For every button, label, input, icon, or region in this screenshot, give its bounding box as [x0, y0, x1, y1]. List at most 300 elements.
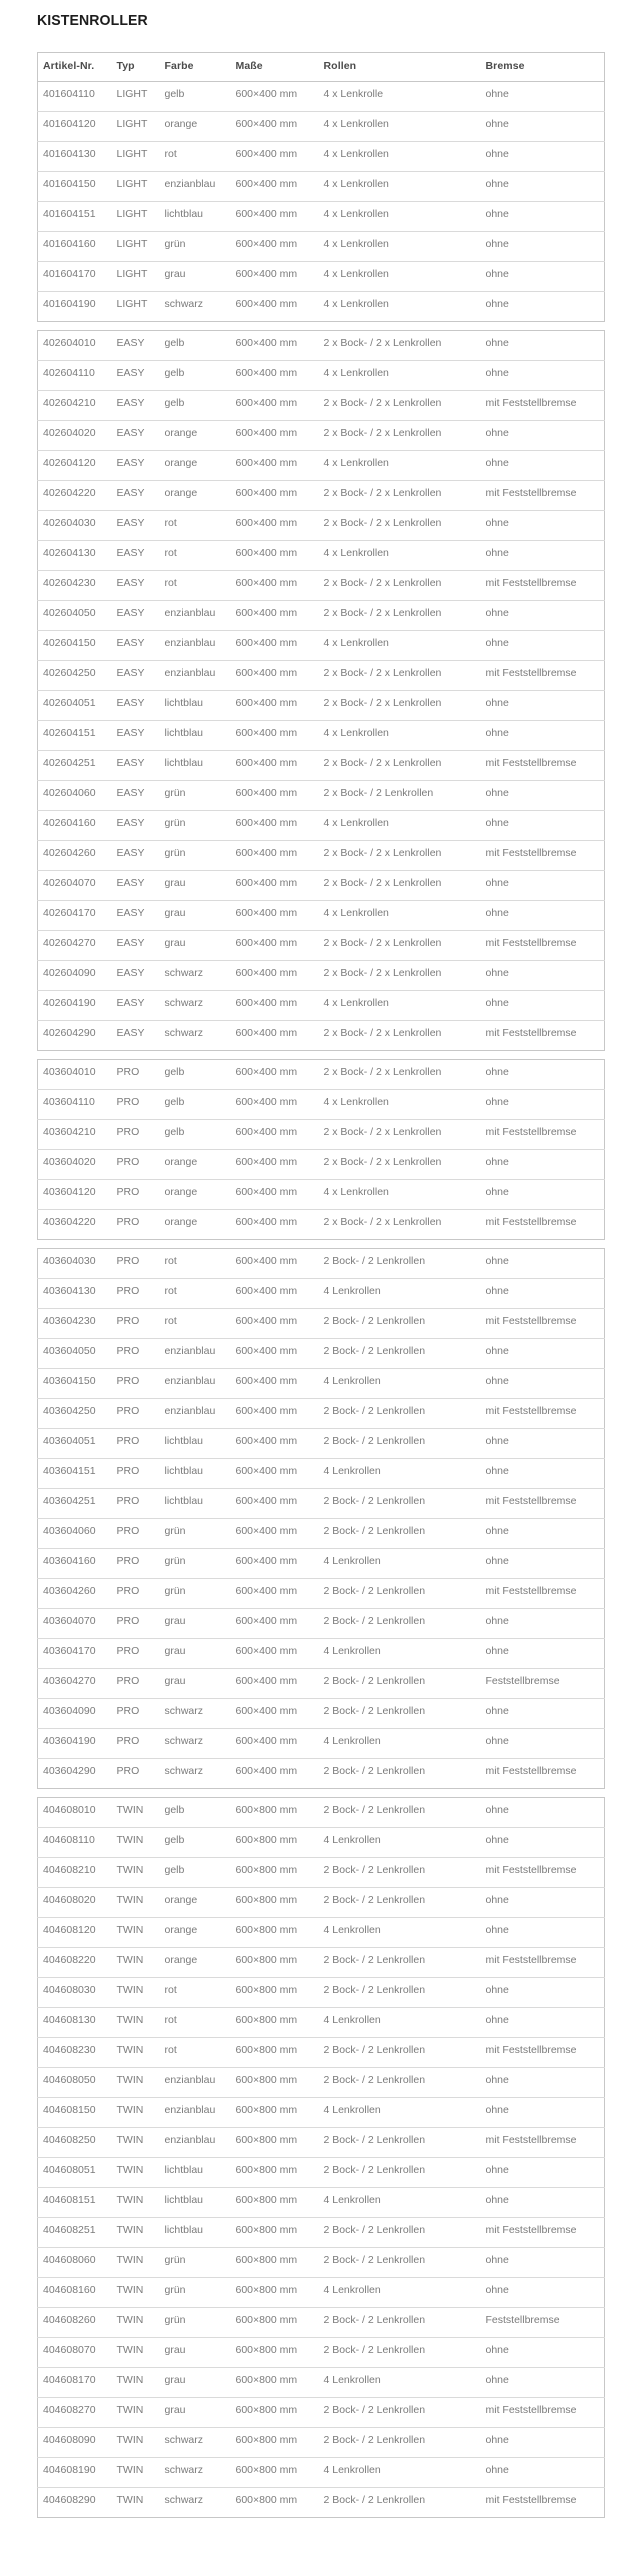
cell-artikel-nr: 404608130: [38, 2008, 112, 2038]
cell-typ: TWIN: [112, 2428, 160, 2458]
cell-artikel-nr: 402604060: [38, 781, 112, 811]
table-row: [38, 2128, 605, 2158]
cell-typ: EASY: [112, 901, 160, 931]
cell-masse: 600×400 mm: [231, 1669, 319, 1699]
cell-masse: 600×800 mm: [231, 2218, 319, 2248]
table-row: [38, 2368, 605, 2398]
cell-farbe: gelb: [160, 391, 231, 421]
cell-bremse: ohne: [481, 1369, 605, 1399]
cell-typ: PRO: [112, 1579, 160, 1609]
cell-artikel-nr: 402604110: [38, 361, 112, 391]
table-row: [38, 2008, 605, 2038]
cell-masse: 600×800 mm: [231, 2038, 319, 2068]
cell-artikel-nr: 403604270: [38, 1669, 112, 1699]
cell-farbe: lichtblau: [160, 721, 231, 751]
cell-masse: 600×400 mm: [231, 1549, 319, 1579]
cell-farbe: enzianblau: [160, 661, 231, 691]
cell-farbe: rot: [160, 1249, 231, 1279]
cell-typ: TWIN: [112, 2398, 160, 2428]
cell-typ: PRO: [112, 1279, 160, 1309]
cell-masse: 600×400 mm: [231, 361, 319, 391]
cell-bremse: ohne: [481, 1060, 605, 1090]
cell-artikel-nr: 404608110: [38, 1828, 112, 1858]
cell-masse: 600×400 mm: [231, 172, 319, 202]
table-row: [38, 931, 605, 961]
cell-bremse: ohne: [481, 1150, 605, 1180]
cell-farbe: enzianblau: [160, 601, 231, 631]
cell-artikel-nr: 402604250: [38, 661, 112, 691]
cell-bremse: ohne: [481, 1798, 605, 1828]
table-row: [38, 2458, 605, 2488]
table-row: [38, 451, 605, 481]
cell-artikel-nr: 404608120: [38, 1918, 112, 1948]
cell-farbe: enzianblau: [160, 172, 231, 202]
cell-bremse: ohne: [481, 2278, 605, 2308]
cell-rollen: 4 x Lenkrollen: [319, 631, 481, 661]
cell-masse: 600×400 mm: [231, 811, 319, 841]
cell-artikel-nr: 402604151: [38, 721, 112, 751]
cell-artikel-nr: 403604110: [38, 1090, 112, 1120]
cell-artikel-nr: 403604051: [38, 1429, 112, 1459]
cell-bremse: mit Feststellbremse: [485, 1027, 577, 1039]
cell-farbe: enzianblau: [160, 631, 231, 661]
cell-bremse: mit Feststellbremse: [481, 841, 605, 871]
cell-rollen: 4 x Lenkrollen: [319, 1180, 481, 1210]
cell-bremse: ohne: [481, 541, 605, 571]
cell-typ: PRO: [112, 1699, 160, 1729]
table-row: [38, 1150, 605, 1180]
cell-typ: PRO: [112, 1639, 160, 1669]
cell-farbe: schwarz: [160, 961, 231, 991]
cell-rollen: 2 Bock- / 2 Lenkrollen: [319, 1339, 481, 1369]
cell-rollen: 4 Lenkrollen: [319, 2188, 481, 2218]
cell-masse: 600×800 mm: [231, 2008, 319, 2038]
cell-typ: EASY: [112, 721, 160, 751]
cell-typ: EASY: [112, 541, 160, 571]
cell-bremse: ohne: [481, 361, 605, 391]
cell-bremse: ohne: [481, 871, 605, 901]
cell-bremse: ohne: [481, 232, 605, 262]
cell-farbe: schwarz: [164, 2494, 204, 2506]
cell-artikel-nr: 404608290: [43, 2494, 96, 2506]
cell-rollen: 2 x Bock- / 2 x Lenkrollen: [319, 691, 481, 721]
cell-artikel-nr: 404608020: [38, 1888, 112, 1918]
cell-masse: 600×400 mm: [231, 721, 319, 751]
cell-typ: PRO: [112, 1339, 160, 1369]
cell-artikel-nr: 402604051: [38, 691, 112, 721]
cell-artikel-nr: 402604030: [38, 511, 112, 541]
cell-bremse: mit Feststellbremse: [485, 1765, 577, 1777]
cell-typ: TWIN: [112, 1828, 160, 1858]
table-row: [38, 661, 605, 691]
cell-farbe: grau: [160, 2368, 231, 2398]
cell-masse: 600×400 mm: [231, 1609, 319, 1639]
cell-typ: PRO: [112, 1180, 160, 1210]
cell-artikel-nr: 404608230: [38, 2038, 112, 2068]
cell-artikel-nr: 404608170: [38, 2368, 112, 2398]
table-row: [38, 601, 605, 631]
cell-rollen: 2 Bock- / 2 Lenkrollen: [319, 1798, 481, 1828]
cell-artikel-nr: 402604220: [38, 481, 112, 511]
cell-bremse: ohne: [481, 2008, 605, 2038]
table-block-pro-2: [37, 1059, 605, 1240]
cell-rollen: 2 Bock- / 2 Lenkrollen: [319, 2218, 481, 2248]
cell-bremse: mit Feststellbremse: [481, 481, 605, 511]
cell-bremse: ohne: [481, 511, 605, 541]
table-row: [38, 481, 605, 511]
cell-typ: PRO: [112, 1150, 160, 1180]
cell-bremse: ohne: [481, 202, 605, 232]
cell-rollen: 2 x Bock- / 2 x Lenkrollen: [319, 421, 481, 451]
cell-masse: 600×400 mm: [231, 1180, 319, 1210]
column-header-rollen: Rollen: [319, 53, 481, 82]
cell-bremse: mit Feststellbremse: [481, 2128, 605, 2158]
cell-bremse: ohne: [481, 1918, 605, 1948]
cell-masse: 600×400 mm: [231, 751, 319, 781]
cell-farbe: grau: [160, 2338, 231, 2368]
column-header-farbe: Farbe: [160, 53, 231, 82]
cell-bremse: ohne: [481, 2428, 605, 2458]
cell-masse: 600×400 mm: [235, 1216, 298, 1228]
cell-farbe: enzianblau: [160, 1399, 231, 1429]
cell-artikel-nr: 403604151: [38, 1459, 112, 1489]
cell-masse: 600×800 mm: [231, 2068, 319, 2098]
cell-farbe: grün: [160, 1549, 231, 1579]
cell-artikel-nr: 402604160: [38, 811, 112, 841]
cell-rollen: 2 Bock- / 2 Lenkrollen: [319, 2398, 481, 2428]
cell-typ: LIGHT: [112, 142, 160, 172]
cell-farbe: gelb: [160, 1798, 231, 1828]
cell-typ: EASY: [112, 421, 160, 451]
cell-farbe: rot: [160, 541, 231, 571]
cell-bremse: ohne: [481, 142, 605, 172]
cell-artikel-nr: 403604020: [38, 1150, 112, 1180]
cell-typ: TWIN: [116, 2494, 144, 2506]
cell-bremse: ohne: [481, 1279, 605, 1309]
table-row: [38, 1489, 605, 1519]
cell-typ: EASY: [112, 751, 160, 781]
table-row: [38, 2218, 605, 2248]
cell-farbe: gelb: [160, 1828, 231, 1858]
cell-artikel-nr: 404608090: [38, 2428, 112, 2458]
cell-typ: TWIN: [112, 1948, 160, 1978]
cell-masse: 600×800 mm: [231, 2428, 319, 2458]
cell-rollen: 4 Lenkrollen: [319, 2368, 481, 2398]
cell-farbe: orange: [160, 481, 231, 511]
cell-masse: 600×800 mm: [231, 2128, 319, 2158]
cell-farbe: schwarz: [160, 1729, 231, 1759]
cell-typ: EASY: [112, 331, 160, 361]
cell-farbe: enzianblau: [160, 2128, 231, 2158]
cell-rollen: 2 x Bock- / 2 Lenkrollen: [319, 781, 481, 811]
cell-typ: TWIN: [112, 2458, 160, 2488]
cell-rollen: 4 x Lenkrollen: [319, 541, 481, 571]
cell-rollen: 4 x Lenkrollen: [319, 811, 481, 841]
table-row: [38, 2068, 605, 2098]
cell-rollen: 4 x Lenkrolle: [319, 82, 481, 112]
cell-rollen: 2 x Bock- / 2 x Lenkrollen: [319, 1060, 481, 1090]
cell-artikel-nr: 403604070: [38, 1609, 112, 1639]
cell-masse: 600×400 mm: [231, 991, 319, 1021]
cell-artikel-nr: 401604160: [38, 232, 112, 262]
cell-typ: TWIN: [112, 2308, 160, 2338]
cell-typ: PRO: [112, 1249, 160, 1279]
product-tables: [37, 52, 604, 2518]
cell-farbe: grau: [160, 871, 231, 901]
cell-artikel-nr: 404608010: [38, 1798, 112, 1828]
cell-rollen: 2 Bock- / 2 Lenkrollen: [319, 1609, 481, 1639]
table-row: [38, 871, 605, 901]
cell-rollen: 4 Lenkrollen: [319, 1918, 481, 1948]
cell-typ: EASY: [112, 691, 160, 721]
cell-masse: 600×400 mm: [231, 691, 319, 721]
cell-rollen: 2 x Bock- / 2 x Lenkrollen: [319, 1150, 481, 1180]
cell-bremse: mit Feststellbremse: [481, 391, 605, 421]
cell-rollen: 4 x Lenkrollen: [319, 202, 481, 232]
cell-typ: TWIN: [112, 2368, 160, 2398]
cell-farbe: enzianblau: [160, 2098, 231, 2128]
cell-masse: 600×400 mm: [235, 1027, 298, 1039]
cell-masse: 600×400 mm: [231, 1060, 319, 1090]
table-row: [38, 1549, 605, 1579]
cell-rollen: 2 Bock- / 2 Lenkrollen: [319, 1948, 481, 1978]
cell-masse: 600×400 mm: [231, 1519, 319, 1549]
cell-farbe: orange: [160, 1948, 231, 1978]
cell-masse: 600×400 mm: [231, 1639, 319, 1669]
cell-bremse: mit Feststellbremse: [485, 2494, 577, 2506]
cell-masse: 600×400 mm: [231, 1579, 319, 1609]
cell-rollen: 2 x Bock- / 2 x Lenkrollen: [319, 871, 481, 901]
cell-typ: TWIN: [112, 2278, 160, 2308]
cell-typ: EASY: [112, 781, 160, 811]
cell-rollen: 2 x Bock- / 2 x Lenkrollen: [323, 1216, 442, 1228]
cell-rollen: 2 Bock- / 2 Lenkrollen: [319, 2428, 481, 2458]
cell-rollen: 2 Bock- / 2 Lenkrollen: [319, 1888, 481, 1918]
table-row: [38, 1978, 605, 2008]
cell-typ: PRO: [112, 1429, 160, 1459]
cell-masse: 600×800 mm: [231, 1948, 319, 1978]
cell-rollen: 4 Lenkrollen: [319, 1369, 481, 1399]
cell-rollen: 2 Bock- / 2 Lenkrollen: [319, 1399, 481, 1429]
cell-bremse: mit Feststellbremse: [481, 1948, 605, 1978]
table-row: [38, 811, 605, 841]
cell-bremse: ohne: [481, 1699, 605, 1729]
cell-typ: TWIN: [112, 1888, 160, 1918]
cell-farbe: enzianblau: [160, 1339, 231, 1369]
cell-farbe: schwarz: [160, 1699, 231, 1729]
cell-farbe: lichtblau: [160, 1489, 231, 1519]
cell-rollen: 2 Bock- / 2 Lenkrollen: [323, 2494, 426, 2506]
table-row: [38, 1669, 605, 1699]
cell-bremse: Feststellbremse: [481, 2308, 605, 2338]
cell-bremse: mit Feststellbremse: [485, 1216, 577, 1228]
cell-artikel-nr: 403604050: [38, 1339, 112, 1369]
table-row: [38, 781, 605, 811]
cell-farbe: orange: [160, 1918, 231, 1948]
table-row: [38, 232, 605, 262]
cell-farbe: enzianblau: [160, 2068, 231, 2098]
cell-bremse: ohne: [481, 2158, 605, 2188]
cell-typ: LIGHT: [112, 262, 160, 292]
cell-bremse: ohne: [481, 1828, 605, 1858]
table-row: [38, 1180, 605, 1210]
cell-typ: TWIN: [112, 2068, 160, 2098]
cell-farbe: rot: [160, 1978, 231, 2008]
cell-typ: PRO: [112, 1729, 160, 1759]
cell-artikel-nr: 403604230: [38, 1309, 112, 1339]
cell-artikel-nr: 404608051: [38, 2158, 112, 2188]
cell-bremse: ohne: [481, 451, 605, 481]
table-row: [38, 2428, 605, 2458]
cell-artikel-nr: 402604050: [38, 601, 112, 631]
cell-artikel-nr: 403604170: [38, 1639, 112, 1669]
cell-typ: PRO: [116, 1216, 140, 1228]
cell-bremse: mit Feststellbremse: [481, 661, 605, 691]
cell-bremse: ohne: [485, 298, 509, 310]
table-block-pro-3: [37, 1248, 605, 1789]
cell-masse: 600×400 mm: [231, 901, 319, 931]
cell-masse: 600×400 mm: [231, 511, 319, 541]
cell-rollen: 2 Bock- / 2 Lenkrollen: [323, 1765, 426, 1777]
table-row: [38, 1459, 605, 1489]
cell-artikel-nr: 404608260: [38, 2308, 112, 2338]
cell-bremse: ohne: [481, 1888, 605, 1918]
table-row: [38, 2488, 605, 2518]
cell-farbe: grün: [160, 1579, 231, 1609]
cell-farbe: gelb: [160, 361, 231, 391]
cell-masse: 600×800 mm: [231, 2188, 319, 2218]
cell-masse: 600×400 mm: [231, 1459, 319, 1489]
cell-farbe: enzianblau: [160, 1369, 231, 1399]
cell-typ: PRO: [112, 1369, 160, 1399]
cell-masse: 600×800 mm: [231, 2248, 319, 2278]
cell-typ: PRO: [112, 1519, 160, 1549]
table-row: [38, 1888, 605, 1918]
cell-masse: 600×400 mm: [231, 571, 319, 601]
cell-typ: LIGHT: [112, 82, 160, 112]
table-row: [38, 1609, 605, 1639]
cell-farbe: grau: [160, 1639, 231, 1669]
cell-masse: 600×400 mm: [231, 142, 319, 172]
cell-bremse: mit Feststellbremse: [481, 931, 605, 961]
cell-masse: 600×400 mm: [231, 661, 319, 691]
cell-artikel-nr: 403604160: [38, 1549, 112, 1579]
cell-bremse: ohne: [481, 262, 605, 292]
cell-typ: LIGHT: [116, 298, 148, 310]
cell-artikel-nr: 402604270: [38, 931, 112, 961]
cell-masse: 600×800 mm: [231, 2278, 319, 2308]
cell-typ: TWIN: [112, 1918, 160, 1948]
cell-masse: 600×400 mm: [231, 481, 319, 511]
cell-artikel-nr: 402604090: [38, 961, 112, 991]
cell-rollen: 4 x Lenkrollen: [319, 232, 481, 262]
table-row: [38, 82, 605, 112]
cell-masse: 600×400 mm: [231, 451, 319, 481]
cell-typ: PRO: [112, 1060, 160, 1090]
cell-farbe: rot: [160, 142, 231, 172]
cell-masse: 600×800 mm: [231, 2368, 319, 2398]
cell-bremse: mit Feststellbremse: [481, 1399, 605, 1429]
cell-masse: 600×800 mm: [231, 1798, 319, 1828]
cell-masse: 600×400 mm: [231, 1369, 319, 1399]
cell-bremse: ohne: [481, 172, 605, 202]
cell-masse: 600×400 mm: [231, 1489, 319, 1519]
table-row: [38, 1759, 605, 1789]
cell-artikel-nr: 403604290: [43, 1765, 96, 1777]
cell-typ: LIGHT: [112, 172, 160, 202]
cell-farbe: orange: [160, 112, 231, 142]
cell-farbe: rot: [160, 1279, 231, 1309]
cell-farbe: schwarz: [164, 298, 204, 310]
cell-rollen: 4 Lenkrollen: [319, 1639, 481, 1669]
cell-masse: 600×400 mm: [231, 1339, 319, 1369]
cell-rollen: 4 Lenkrollen: [319, 1729, 481, 1759]
cell-masse: 600×400 mm: [231, 961, 319, 991]
cell-artikel-nr: 402604070: [38, 871, 112, 901]
cell-rollen: 2 x Bock- / 2 x Lenkrollen: [319, 961, 481, 991]
cell-bremse: ohne: [481, 82, 605, 112]
cell-farbe: grau: [160, 262, 231, 292]
cell-artikel-nr: 404608030: [38, 1978, 112, 2008]
table-row: [38, 1699, 605, 1729]
cell-rollen: 2 x Bock- / 2 x Lenkrollen: [319, 331, 481, 361]
cell-bremse: ohne: [481, 1459, 605, 1489]
cell-bremse: mit Feststellbremse: [481, 1579, 605, 1609]
cell-farbe: rot: [160, 1309, 231, 1339]
cell-farbe: gelb: [160, 331, 231, 361]
cell-rollen: 2 Bock- / 2 Lenkrollen: [319, 2308, 481, 2338]
cell-masse: 600×800 mm: [231, 2158, 319, 2188]
table-row: [38, 1369, 605, 1399]
cell-bremse: ohne: [481, 1249, 605, 1279]
cell-masse: 600×400 mm: [231, 1249, 319, 1279]
cell-rollen: 4 Lenkrollen: [319, 1828, 481, 1858]
table-row: [38, 421, 605, 451]
cell-bremse: ohne: [481, 1180, 605, 1210]
column-header-bremse: Bremse: [481, 53, 605, 82]
cell-rollen: 4 x Lenkrollen: [319, 1090, 481, 1120]
cell-rollen: 4 x Lenkrollen: [319, 262, 481, 292]
cell-typ: EASY: [112, 361, 160, 391]
cell-artikel-nr: 404608160: [38, 2278, 112, 2308]
cell-rollen: 2 Bock- / 2 Lenkrollen: [319, 2338, 481, 2368]
cell-typ: TWIN: [112, 2248, 160, 2278]
cell-masse: 600×800 mm: [231, 1918, 319, 1948]
cell-masse: 600×400 mm: [231, 391, 319, 421]
cell-artikel-nr: 401604110: [38, 82, 112, 112]
table-row: [38, 1729, 605, 1759]
cell-typ: TWIN: [112, 2098, 160, 2128]
cell-bremse: ohne: [481, 1519, 605, 1549]
cell-typ: TWIN: [112, 2158, 160, 2188]
cell-farbe: orange: [160, 1888, 231, 1918]
cell-artikel-nr: 401604130: [38, 142, 112, 172]
cell-rollen: 2 x Bock- / 2 x Lenkrollen: [319, 481, 481, 511]
cell-artikel-nr: 402604150: [38, 631, 112, 661]
cell-artikel-nr: 404608151: [38, 2188, 112, 2218]
cell-rollen: 2 x Bock- / 2 x Lenkrollen: [319, 841, 481, 871]
cell-rollen: 4 x Lenkrollen: [319, 361, 481, 391]
cell-rollen: 2 Bock- / 2 Lenkrollen: [319, 1249, 481, 1279]
cell-artikel-nr: 403604090: [38, 1699, 112, 1729]
cell-bremse: ohne: [481, 2368, 605, 2398]
cell-rollen: 4 Lenkrollen: [319, 1279, 481, 1309]
cell-rollen: 4 Lenkrollen: [319, 1459, 481, 1489]
table-row: [38, 1639, 605, 1669]
cell-masse: 600×400 mm: [231, 781, 319, 811]
cell-masse: 600×400 mm: [231, 1090, 319, 1120]
cell-typ: EASY: [112, 991, 160, 1021]
